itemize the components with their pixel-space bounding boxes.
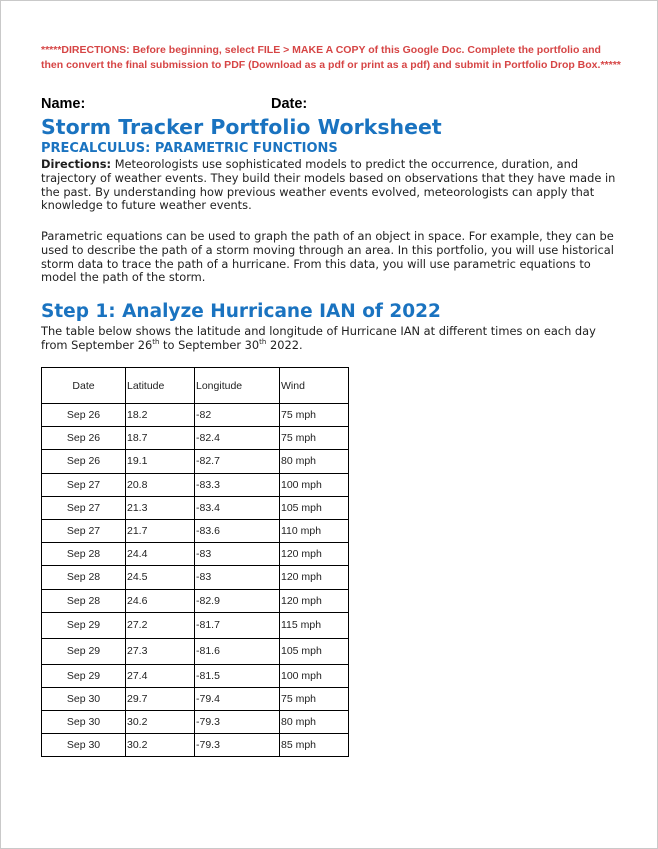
step1-intro-part-c: 2022. xyxy=(266,337,303,352)
cell-date: Sep 28 xyxy=(42,543,126,566)
cell-wind: 120 mph xyxy=(280,543,349,566)
table-row xyxy=(42,404,349,427)
cell-longitude: -79.4 xyxy=(195,687,280,710)
cell-longitude: -82.4 xyxy=(195,427,280,450)
cell-wind: 75 mph xyxy=(280,404,349,427)
step1-heading: Step 1: Analyze Hurricane IAN of 2022 xyxy=(41,301,441,322)
cell-date: Sep 26 xyxy=(42,450,126,473)
table-row xyxy=(42,612,349,638)
cell-date: Sep 28 xyxy=(42,566,126,589)
parametric-paragraph: Parametric equations can be used to graph the path of an object in space. For example, they can be used to describe the path of a storm moving through an area. In this portfolio, you will use historical storm data to trace the path of a hurricane. From this data, you will use parametric equations to model the path of the storm. xyxy=(41,229,614,285)
table-body xyxy=(42,404,349,757)
cell-latitude: 30.2 xyxy=(126,734,195,757)
cell-latitude: 19.1 xyxy=(126,450,195,473)
cell-longitude: -83 xyxy=(195,566,280,589)
name-label: Name: xyxy=(41,96,86,112)
cell-date: Sep 27 xyxy=(42,519,126,542)
cell-wind: 75 mph xyxy=(280,427,349,450)
cell-wind: 115 mph xyxy=(280,612,349,638)
cell-wind: 105 mph xyxy=(280,496,349,519)
cell-latitude: 24.5 xyxy=(126,566,195,589)
cell-latitude: 27.3 xyxy=(126,638,195,664)
hurricane-data-table xyxy=(41,367,349,757)
cell-longitude: -83.4 xyxy=(195,496,280,519)
step1-intro-sup2: th xyxy=(259,338,267,346)
cell-longitude: -83.3 xyxy=(195,473,280,496)
table-row xyxy=(42,519,349,542)
directions-text: Meteorologists use sophisticated models to predict the occurrence, duration, and trajectory of weather events. They build their models based on observations that they have made in the past. By understanding how previous weather events evolved, meteorologists can apply that knowledge to future weather events. xyxy=(41,157,616,213)
table-row xyxy=(42,664,349,687)
directions-paragraph xyxy=(41,158,621,213)
cell-wind: 80 mph xyxy=(280,450,349,473)
cell-longitude: -81.5 xyxy=(195,664,280,687)
cell-date: Sep 29 xyxy=(42,664,126,687)
cell-longitude: -83 xyxy=(195,543,280,566)
cell-latitude: 27.2 xyxy=(126,612,195,638)
step1-intro xyxy=(41,325,621,353)
directions-banner: *****DIRECTIONS: Before beginning, select FILE > MAKE A COPY of this Google Doc. Complete the portfolio and then convert the final submission to PDF (Download as a pdf or print as a pdf) and submit in Portfolio Drop Box.***** xyxy=(41,44,621,71)
cell-latitude: 30.2 xyxy=(126,711,195,734)
cell-date: Sep 29 xyxy=(42,612,126,638)
table-row xyxy=(42,687,349,710)
cell-latitude: 29.7 xyxy=(126,687,195,710)
cell-longitude: -82 xyxy=(195,404,280,427)
page-subtitle: PRECALCULUS: PARAMETRIC FUNCTIONS xyxy=(41,141,338,156)
cell-latitude: 18.7 xyxy=(126,427,195,450)
cell-wind: 120 mph xyxy=(280,566,349,589)
cell-longitude: -79.3 xyxy=(195,734,280,757)
table-row xyxy=(42,543,349,566)
cell-longitude: -83.6 xyxy=(195,519,280,542)
cell-longitude: -82.7 xyxy=(195,450,280,473)
cell-wind: 85 mph xyxy=(280,734,349,757)
table-row xyxy=(42,589,349,612)
table-row xyxy=(42,734,349,757)
cell-date: Sep 30 xyxy=(42,711,126,734)
cell-latitude: 24.6 xyxy=(126,589,195,612)
header-latitude: Latitude xyxy=(126,368,195,404)
cell-latitude: 21.7 xyxy=(126,519,195,542)
table-row xyxy=(42,638,349,664)
table-header-row xyxy=(42,368,349,404)
cell-latitude: 27.4 xyxy=(126,664,195,687)
cell-date: Sep 28 xyxy=(42,589,126,612)
cell-wind: 80 mph xyxy=(280,711,349,734)
cell-latitude: 20.8 xyxy=(126,473,195,496)
date-label: Date: xyxy=(271,96,308,112)
table-row xyxy=(42,473,349,496)
cell-date: Sep 27 xyxy=(42,473,126,496)
header-date: Date xyxy=(42,368,126,404)
cell-latitude: 21.3 xyxy=(126,496,195,519)
table-row xyxy=(42,566,349,589)
table-row xyxy=(42,711,349,734)
table-row xyxy=(42,496,349,519)
table-row xyxy=(42,450,349,473)
cell-longitude: -81.7 xyxy=(195,612,280,638)
cell-longitude: -82.9 xyxy=(195,589,280,612)
page-title: Storm Tracker Portfolio Worksheet xyxy=(41,115,442,139)
header-longitude: Longitude xyxy=(195,368,280,404)
cell-date: Sep 26 xyxy=(42,404,126,427)
step1-intro-part-b: to September 30 xyxy=(159,337,260,352)
cell-date: Sep 30 xyxy=(42,734,126,757)
cell-latitude: 18.2 xyxy=(126,404,195,427)
cell-date: Sep 29 xyxy=(42,638,126,664)
table-row xyxy=(42,427,349,450)
step1-intro-sup1: th xyxy=(152,338,160,346)
cell-longitude: -79.3 xyxy=(195,711,280,734)
cell-wind: 100 mph xyxy=(280,664,349,687)
header-wind: Wind xyxy=(280,368,349,404)
cell-wind: 120 mph xyxy=(280,589,349,612)
step1-intro-part-a: The table below shows the latitude and longitude of Hurricane IAN at different times on each day from September 26 xyxy=(41,324,596,352)
cell-date: Sep 26 xyxy=(42,427,126,450)
directions-label: Directions: xyxy=(41,157,112,171)
cell-wind: 110 mph xyxy=(280,519,349,542)
cell-date: Sep 30 xyxy=(42,687,126,710)
cell-wind: 75 mph xyxy=(280,687,349,710)
cell-latitude: 24.4 xyxy=(126,543,195,566)
cell-wind: 105 mph xyxy=(280,638,349,664)
cell-wind: 100 mph xyxy=(280,473,349,496)
cell-longitude: -81.6 xyxy=(195,638,280,664)
cell-date: Sep 27 xyxy=(42,496,126,519)
